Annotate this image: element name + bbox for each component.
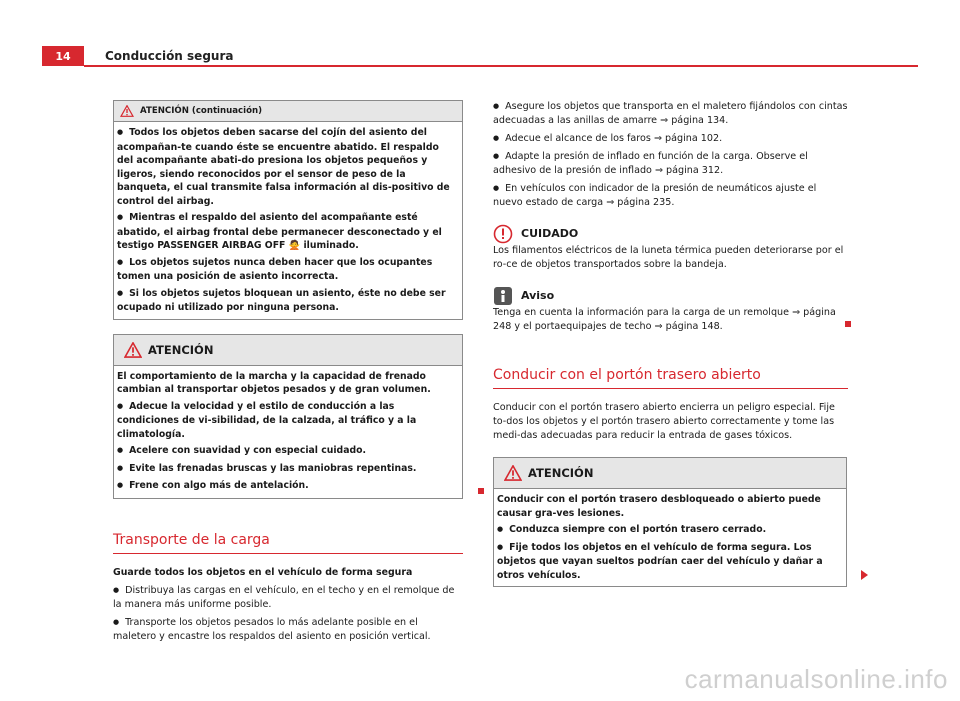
warning-continued-header <box>114 101 462 122</box>
list-item: ● Adapte la presión de inflado en función de la carga. Observe el adhesivo de la presión de inflado ⇒ página 312. <box>493 150 848 178</box>
warning-tailgate-intro: Conducir con el portón trasero desbloqueado o abierto puede causar gra-ves lesiones. <box>497 494 821 519</box>
warning-triangle-icon <box>120 105 134 117</box>
left-column <box>113 100 463 648</box>
section-end-marker <box>845 321 851 327</box>
list-item: ● Todos los objetos deben sacarse del cojín del asiento del acompañan-te cuando éste se encuentre abatido. El respaldo del acompañante abati-do presiona los objetos pequeños y ligeros, siendo reconocidos por el sensor de peso de la banqueta, el cual transmite falsa información al dis-positivo de control del airbag. <box>117 126 458 208</box>
list-item: ● Frene con algo más de antelación. <box>117 479 458 494</box>
list-item: ● En vehículos con indicador de la presión de neumáticos ajuste el nuevo estado de carga ⇒ página 235. <box>493 182 848 210</box>
warning-tailgate-header <box>494 458 846 489</box>
section-end-marker <box>478 488 484 494</box>
warning-tailgate-title: ATENCIÓN <box>528 466 594 480</box>
continue-arrow-icon <box>861 570 868 580</box>
list-item: ● Adecue el alcance de los faros ⇒ página 102. <box>493 132 848 146</box>
list-item: ● Acelere con suavidad y con especial cuidado. <box>117 444 458 459</box>
warning-continued-body <box>114 122 462 319</box>
watermark: carmanualsonline.info <box>684 664 948 694</box>
list-item: ● Adecue la velocidad y el estilo de conducción a las condiciones de vi-sibilidad, de la calzada, al tráfico y a la climatología. <box>117 400 458 442</box>
list-item: ● Transporte los objetos pesados lo más adelante posible en el maletero y encastre los respaldos del asiento en posición vertical. <box>113 616 463 644</box>
list-item: ● Los objetos sujetos nunca deben hacer que los ocupantes tomen una posición de asiento incorrecta. <box>117 256 458 284</box>
warning-box-tailgate <box>493 457 847 587</box>
page-title: Conducción segura <box>105 49 234 63</box>
header-rule <box>84 65 918 67</box>
warning-driving-body <box>114 366 462 498</box>
section-title: Conducir con el portón trasero abierto <box>493 368 848 389</box>
warning-driving-title: ATENCIÓN <box>148 342 214 357</box>
caution-header <box>493 224 848 244</box>
list-item: ● Distribuya las cargas en el vehículo, en el techo y en el remolque de la manera más uniforme posible. <box>113 584 463 612</box>
notice-title: Aviso <box>521 289 555 302</box>
list-item: ● Asegure los objetos que transporta en el maletero fijándolos con cintas adecuadas a las anillas de amarre ⇒ página 134. <box>493 100 848 128</box>
warning-driving-intro: El comportamiento de la marcha y la capacidad de frenado cambian al transportar objetos pesados y de gran volumen. <box>117 370 431 395</box>
list-item: ● Fije todos los objetos en el vehículo de forma segura. Los objetos que vayan sueltos podrían caer del vehículo y dañar a otros vehículos. <box>497 541 842 583</box>
list-item: ● Si los objetos sujetos bloquean un asiento, éste no debe ser ocupado ni utilizado por ninguna persona. <box>117 287 458 315</box>
notice-header <box>493 286 848 306</box>
caution-exclamation-icon <box>493 224 513 244</box>
warning-driving-header <box>114 335 462 366</box>
warning-tailgate-body <box>494 489 846 586</box>
warning-triangle-icon <box>504 465 522 481</box>
info-icon <box>493 286 513 306</box>
page-number: 14 <box>42 46 84 66</box>
section-text: Conducir con el portón trasero abierto encierra un peligro especial. Fije to-dos los objetos y el portón trasero abierto correctamente y tome las medi-das adecuadas para reducir la entrada de gases tóxicos. <box>493 402 835 441</box>
list-item: ● Mientras el respaldo del asiento del acompañante esté abatido, el airbag frontal debe permanecer desconectado y el testigo PASSENGER AIRBAG OFF 🙅 iluminado. <box>117 211 458 253</box>
list-item: ● Evite las frenadas bruscas y las maniobras repentinas. <box>117 462 458 477</box>
section-subhead: Guarde todos los objetos en el vehículo de forma segura <box>113 566 413 578</box>
section-transport <box>113 533 463 644</box>
warning-box-driving <box>113 334 463 499</box>
notice-text: Tenga en cuenta la información para la carga de un remolque ⇒ página 248 y el portaequipajes de techo ⇒ página 148. <box>493 307 836 332</box>
warning-continued-title: ATENCIÓN (continuación) <box>140 106 263 116</box>
section-title: Transporte de la carga <box>113 533 463 554</box>
section-open-tailgate <box>493 368 848 443</box>
caution-text: Los filamentos eléctricos de la luneta térmica pueden deteriorarse por el ro-ce de objetos transportados sobre la bandeja. <box>493 245 844 270</box>
caution-title: CUIDADO <box>521 227 579 240</box>
right-column <box>493 100 848 587</box>
list-item: ● Conduzca siempre con el portón trasero cerrado. <box>497 523 842 538</box>
warning-continued-box <box>113 100 463 320</box>
warning-triangle-icon <box>124 342 142 358</box>
